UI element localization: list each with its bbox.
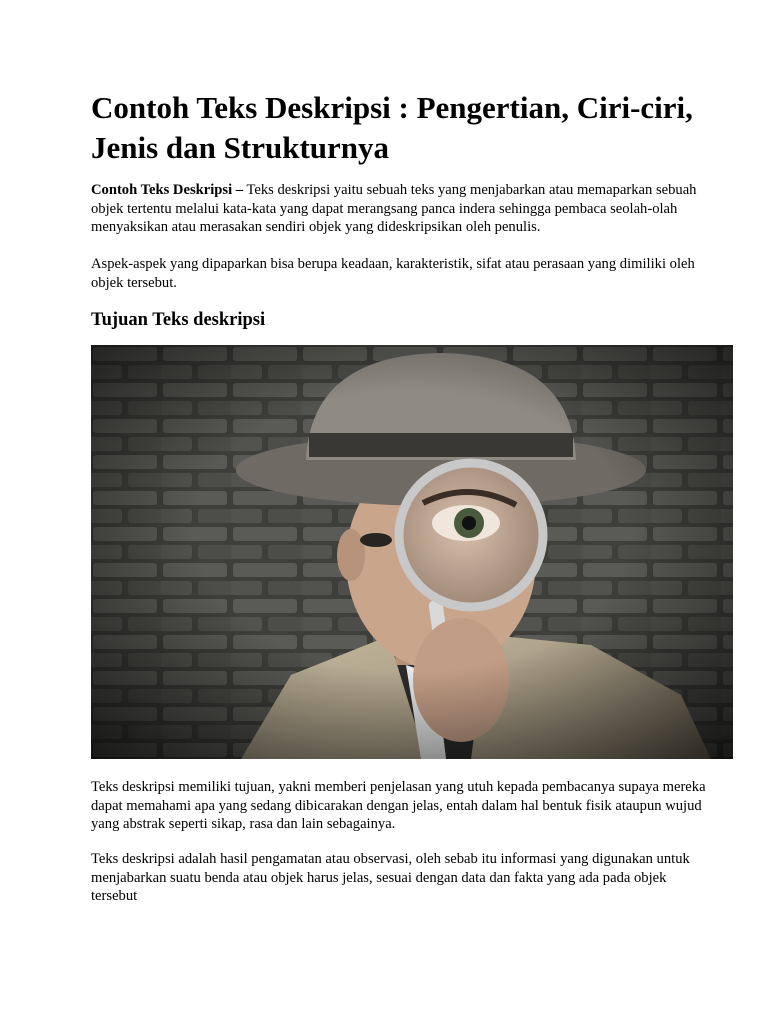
paragraph-purpose: Teks deskripsi memiliki tujuan, yakni memberi penjelasan yang utuh kepada pembacanya supaya mereka dapat memahami apa yang sedang dibicarakan dengan jelas, entah dalam hal bentuk fisik ataupun wujud yang abstrak seperti sikap, rasa dan lain sebagainya. [91,779,706,832]
paragraph-aspects: Aspek-aspek yang dipaparkan bisa berupa keadaan, karakteristik, sifat atau perasaan yang dimiliki oleh objek tersebut. [91,256,695,291]
detective-photo [91,345,733,759]
intro-text: Teks deskripsi yaitu sebuah teks yang menjabarkan atau memaparkan sebuah objek tertentu melalui kata-kata yang dapat merangsang panca indera sehingga pembaca seolah-olah menyaksikan atau merasakan sendiri objek yang dideskripsikan oleh penulis. [91,182,697,235]
intro-paragraph [91,181,711,237]
intro-lead: Contoh Teks Deskripsi – [91,182,244,198]
page-title: Contoh Teks Deskripsi : Pengertian, Ciri-ciri, Jenis dan Strukturnya [91,90,693,165]
paragraph-observation: Teks deskripsi adalah hasil pengamatan atau observasi, oleh sebab itu informasi yang digunakan untuk menjabarkan suatu benda atau objek harus jelas, sesuai dengan data dan fakta yang ada pada objek tersebut [91,851,690,904]
section-heading: Tujuan Teks deskripsi [91,310,266,330]
